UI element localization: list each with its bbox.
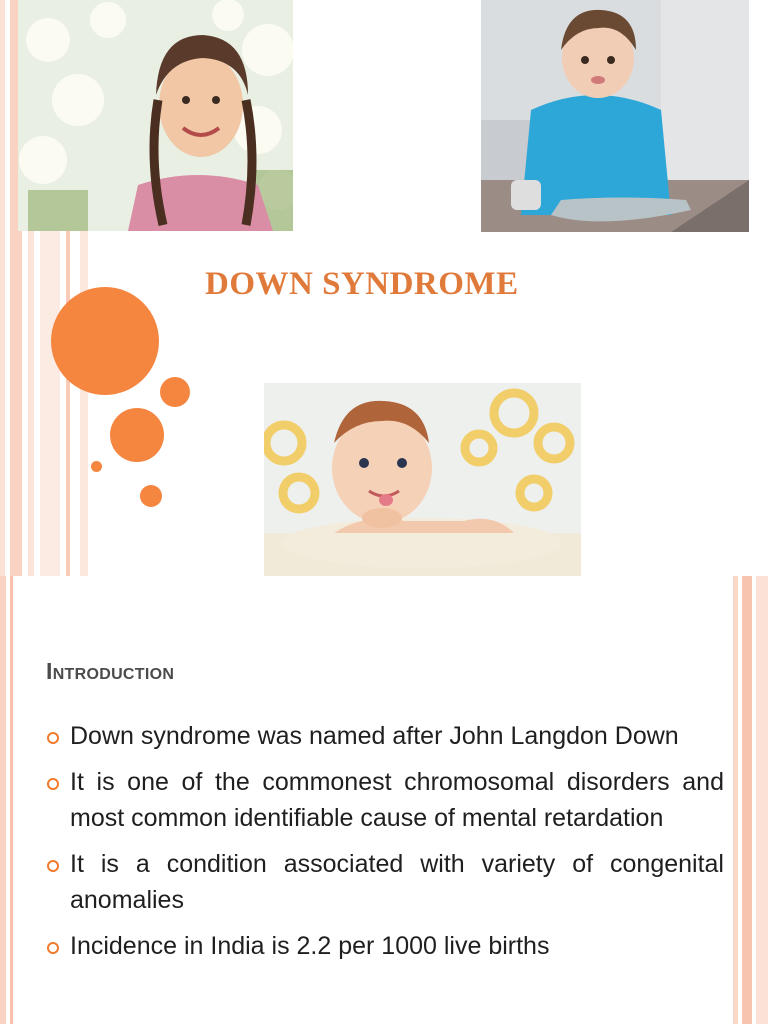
bullet-icon	[47, 778, 59, 790]
decorative-circle	[160, 377, 190, 407]
decorative-stripe	[0, 0, 5, 576]
bullet-icon	[47, 860, 59, 872]
bullet-text: It is one of the commonest chromosomal disorders and most common identifiable cause of mental retardation	[70, 768, 724, 832]
decorative-stripe	[733, 576, 738, 1024]
photo-girl-smiling	[18, 0, 293, 231]
bullet-icon	[47, 942, 59, 954]
list-item	[44, 764, 724, 836]
list-item	[44, 718, 724, 754]
introduction-slide	[0, 576, 768, 1024]
bullet-text: It is a condition associated with variety of congenital anomalies	[70, 850, 724, 914]
slide-title: DOWN SYNDROME	[205, 266, 519, 302]
decorative-circle	[110, 408, 164, 462]
bullet-text: Incidence in India is 2.2 per 1000 live births	[70, 932, 550, 960]
decorative-circle	[140, 485, 162, 507]
bullet-text: Down syndrome was named after John Langdon Down	[70, 722, 679, 750]
decorative-stripe	[10, 576, 13, 1024]
section-heading: Introduction	[46, 658, 175, 684]
list-item	[44, 928, 724, 964]
decorative-stripe	[0, 576, 6, 1024]
bullet-list	[44, 718, 724, 974]
bullet-icon	[47, 732, 59, 744]
photo-baby-smiling	[264, 383, 581, 576]
decorative-circle	[91, 461, 102, 472]
large-decorative-circle	[51, 287, 159, 395]
decorative-stripe	[742, 576, 752, 1024]
decorative-stripe	[756, 576, 768, 1024]
list-item	[44, 846, 724, 918]
photo-toddler-blue	[481, 0, 749, 232]
